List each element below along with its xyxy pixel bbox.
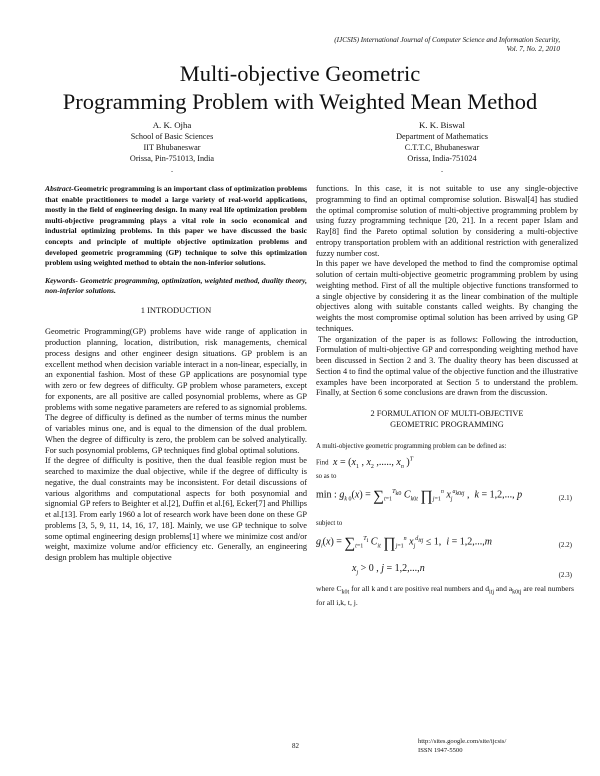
where-text-1: where C [316,584,342,594]
section-heading-introduction: 1 INTRODUCTION [140,304,212,315]
right-paragraph-2: In this paper we have developed the method to find the compromise optimal solution of certain multi-objective geometric programming problem by using weighting method. First of all the multiple objective functions transformed to a single objective by considering it as the linear combination of the multiple objectives along with suitable constants called weights. By changing the weights the most compromise optimal solution has been arrived by using GP techniques. [316,259,578,333]
abstract-text: Geometric programming is an important class of optimization problems that enable practitioners to model a large variety of real-world applications, mostly in the field of engineering design. In many real life optimization problem multi-objective programming plays a vital role in socio economical and industrial optimizing problems. In this paper we have discussed the basic concepts and principle of multiple objective optimization problems and developed geometric programming (GP) technique to solve this optimization problem using weighted method to obtain the non-inferior solutions. [45,184,307,268]
where-text-4: are real numbers for all i,k, t, j. [316,584,574,607]
left-column [45,184,307,564]
footer-info [418,738,506,755]
section-heading-line-1: 2 FORMULATION OF MULTI-OBJECTIVE [370,409,524,418]
where-text-2: for all k and t are positive real numbers and d [349,584,489,594]
author-block-1 [82,120,262,175]
find-equation: $x = (x_1$ , $x_2$ ,....., $x_n$ )$^T$ [333,456,414,470]
author-address: Orissa, Pin-751013, India [129,154,215,163]
equation-number: (2.2) [558,541,572,550]
subject-to-label: subject to [316,520,343,528]
paper-title [20,60,580,116]
author-address: Orissa, India-751024 [407,154,477,163]
equation-2-1 [316,487,578,513]
right-paragraph-3: The organization of the paper is as follows: Following the introduction, Formulation of multi-objective GP and corresponding weighting method have been discussed in Section 2 and 3. The duality theory has been discussed at Section 4 to find the optimal value of the objective function and the illustrative examples have been incorporated at Section 5 to understand the problem. Finally, at Section 6 some conclusions are drawn from the discussion. [316,334,578,398]
intro-paragraph-1: Geometric Programming(GP) problems have wide range of application in production planning, location, distribution, risk managements, chemical process designs and other engineer design situations. GP problem is an excellent method when decision variable interact in a non-linear, especially, in an exponential fashion. Most of these GP applications are posynomial type with zero or few degrees of difficulty. GP problem whose parameters, except for exponents, are all positive are called posynomial problems, where as GP problems with some negative parameters are refered to as signomial problems. The degree of difficulty is defined as the number of terms minus the number of variables minus one, and is equal to the dimension of the dual problem. When the degree of difficulty is zero, the problem can be solved analytically. For such posynomial problems, GP techniques find global optimal solutions. [45,327,307,455]
author-dot: . [440,165,444,174]
journal-volume: Vol. 7, No. 2, 2010 [506,45,560,53]
keywords: Keywords- Geometric programming, optimization, weighted method, duality theory, non-inferior solutions. [45,275,307,296]
where-clause: where $C_{k0t}$ for all k and t are positive real numbers and $d_{itj}$ and $a_{k0tj}$ are real numbers for all i,k, t, j. [316,584,574,607]
author-name: A. K. Ojha [152,120,192,130]
equation-2-2 [316,534,578,560]
journal-header [220,36,560,54]
author-name: K. K. Biswal [419,120,465,130]
equation-2-3 [316,564,578,584]
constraint-equation: $g_i(x) = \sum_{t=1}^{T_i}$ $C_{it}$ $\prod_{j=1}^n$ $x_j^{d_{itj}} \le 1$, i = 1,2,...,m [316,535,492,552]
find-line [316,454,578,472]
objective-equation: min : $g_{k 0}(x) = \sum_{t=1}^{T_{k0}}$ $C_{k0t}$ $\prod_{j=1}^n$ $x_j^{a_{k0tj}}$ , k = 1,2,..., p [316,488,523,505]
section-heading-formulation [316,409,578,430]
author-block-2 [352,120,532,175]
author-dot: . [170,165,174,174]
right-column [316,184,578,608]
author-affiliation: Department of Mathematics [396,132,488,141]
title-line-2: Programming Problem with Weighted Mean Method [62,89,538,114]
journal-name: (IJCSIS) International Journal of Computer Science and Information Security, [334,36,560,44]
intro-paragraph-2: If the degree of difficulty is positive, then the dual feasible region must be searched to maximize the dual objective, while if the degree of difficulty is negative, the dual constraints may be inconsistent. For detail discussions of various algorithms and computational aspects for both posynomial and signomial GP refers to Beighter et al.[2], Duffin et al.[6], Ecker[7] and Phillips et al.[13]. From early 1960 a lot of research work have been done on these GP problems [3, 5, 9, 11, 14, 16, 17, 18]. Mainly, we use GP technique to solve some optimal engineering design problems[1] where we minimize cost and/or weight, maximize volume and/or efficiency etc. Generally, an engineering design problem has multiple objective [45,456,307,563]
author-affiliation: School of Basic Sciences [130,132,214,141]
where-text-3: and a [494,584,513,594]
author-institution: IIT Bhubaneswar [143,143,201,152]
equation-number: (2.3) [558,571,572,580]
right-paragraph-1: functions. In this case, it is not suitable to use any single-objective programming to find an optimal compromise solution. Biswal[4] has studied the optimal compromise solution of multi-objective programming problem by using fuzzy programming technique [20, 21]. In a recent paper Islam and Ray[8] find the Pareto optimal solution by considering a multi-objective entropy transportation problem with an additional restriction with generalized fuzzy number cost. [316,184,578,258]
find-label: Find [316,459,329,467]
abstract [45,184,307,269]
equation-number: (2.1) [558,494,572,503]
section-heading-line-2: GEOMETRIC PROGRAMMING [390,419,504,429]
footer-issn: ISSN 1947-5500 [418,746,463,754]
footer-url[interactable]: http://sites.google.com/site/ijcsis/ [418,738,507,745]
title-line-1: Multi-objective Geometric [179,61,421,86]
so-as-to-label: so as to [316,473,337,481]
author-institution: C.T.T.C, Bhubaneswar [404,143,480,152]
page-number: 82 [292,742,299,750]
formulation-intro: A multi-objective geometric programming problem can be defined as: [316,443,507,451]
abstract-lead: Abstract- [45,184,74,193]
positivity-equation: $x_j > 0$ , j = 1,2,...,n [352,563,425,577]
